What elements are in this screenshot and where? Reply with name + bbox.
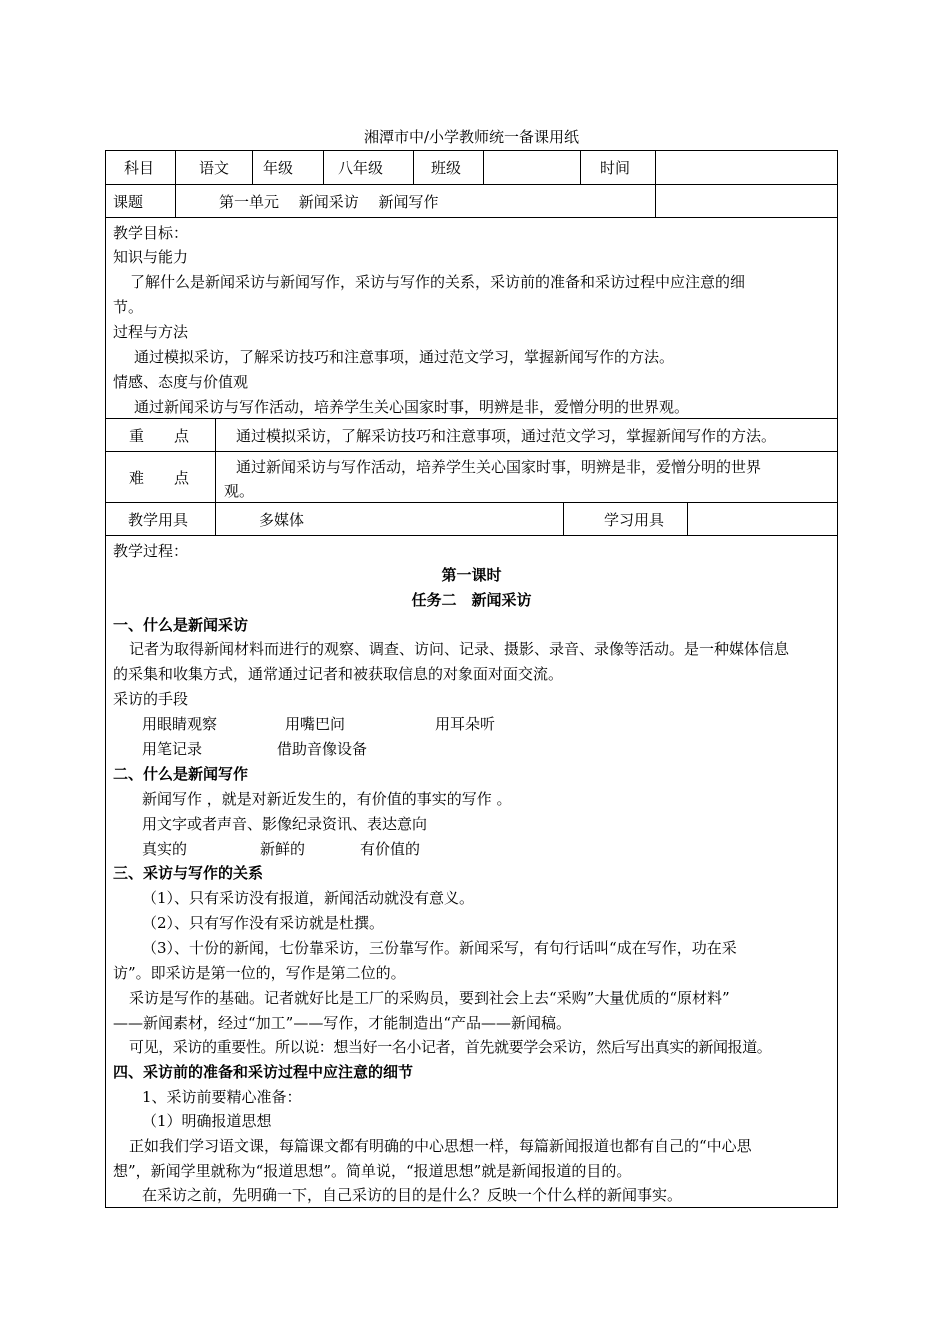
section-4-text-1: 正如我们学习语文课，每篇课文都有明确的中心思想一样，每篇新闻报道也都有自己的“中心思 xyxy=(129,1137,752,1155)
section-3-text-1: 采访是写作的基础。记者就好比是工厂的采购员，要到社会上去“采购”大量优质的“原材料” xyxy=(129,989,730,1007)
lesson-title: 第一课时 xyxy=(441,566,502,584)
section-4-sub-1: 1、采访前要精心准备： xyxy=(142,1088,302,1106)
time-label: 时间 xyxy=(600,159,631,177)
task-title: 任务二 新闻采访 xyxy=(411,591,532,609)
key-points-text: 通过模拟采访，了解采访技巧和注意事项，通过范文学习，掌握新闻写作的方法。 xyxy=(236,427,777,445)
grade-value: 八年级 xyxy=(338,159,384,177)
section-2-word: 新鲜的 xyxy=(260,840,306,858)
process-text: 通过模拟采访，了解采访技巧和注意事项，通过范文学习，掌握新闻写作的方法。 xyxy=(134,348,675,366)
knowledge-text-1: 了解什么是新闻采访与新闻写作，采访与写作的关系，采访前的准备和采访过程中应注意的细 xyxy=(130,273,746,291)
section-2-word: 有价值的 xyxy=(360,840,421,858)
page-title: 湘潭市中/小学教师统一备课用纸 xyxy=(363,128,580,146)
section-3-item-1: （1）、只有采访没有报道，新闻活动就没有意义。 xyxy=(142,889,475,907)
difficulties-text-1: 通过新闻采访与写作活动，培养学生关心国家时事，明辨是非，爱憎分明的世界 xyxy=(236,458,762,476)
class-value-cell xyxy=(483,150,581,185)
section-3-text-2: ——新闻素材，经过“加工”——写作，才能制造出“产品——新闻稿。 xyxy=(113,1014,572,1032)
section-1-text-2: 的采集和收集方式，通常通过记者和被获取信息的对象面对面交流。 xyxy=(113,665,564,683)
emotion-text: 通过新闻采访与写作活动，培养学生关心国家时事，明辨是非，爱憎分明的世界观。 xyxy=(134,398,690,416)
interview-means-item: 用耳朵听 xyxy=(435,715,496,733)
time-value-cell xyxy=(655,150,838,185)
section-2-text-1: 新闻写作 ，就是对新近发生的，有价值的事实的写作 。 xyxy=(142,790,512,808)
emotion-heading: 情感、态度与价值观 xyxy=(113,373,249,391)
interview-means-item: 用笔记录 xyxy=(142,740,203,758)
section-1-text-1: 记者为取得新闻材料而进行的观察、调查、访问、记录、摄影、录音、录像等活动。是一种媒体信息 xyxy=(129,640,790,658)
teaching-tools-label: 教学用具 xyxy=(128,511,189,529)
subject-label: 科目 xyxy=(124,159,155,177)
interview-means-item: 借助音像设备 xyxy=(277,740,368,758)
subject-value: 语文 xyxy=(199,159,230,177)
section-1-heading: 一、什么是新闻采访 xyxy=(113,616,249,634)
teaching-tools-value: 多媒体 xyxy=(259,511,305,529)
section-3-text-3: 可见，采访的重要性。所以说：想当好一名小记者，首先就要学会采访，然后写出真实的新闻报道。 xyxy=(129,1038,772,1056)
section-4-text-2: 想”，新闻学里就称为“报道思想”。简单说，“报道思想”就是新闻报道的目的。 xyxy=(113,1162,632,1180)
learning-tools-label: 学习用具 xyxy=(604,511,665,529)
topic-extra-cell xyxy=(655,184,838,218)
key-points-label: 重 点 xyxy=(129,427,190,445)
topic-value: 第一单元 新闻采访 新闻写作 xyxy=(219,193,439,211)
section-3-heading: 三、采访与写作的关系 xyxy=(113,864,264,882)
section-4-text-3: 在采访之前，先明确一下，自己采访的目的是什么？反映一个什么样的新闻事实。 xyxy=(142,1186,683,1204)
section-3-item-2: （2）、只有写作没有采访就是杜撰。 xyxy=(142,914,385,932)
topic-label: 课题 xyxy=(113,193,144,211)
interview-means-heading: 采访的手段 xyxy=(113,690,189,708)
process-heading: 过程与方法 xyxy=(113,323,189,341)
interview-means-item: 用嘴巴问 xyxy=(285,715,346,733)
grade-label: 年级 xyxy=(263,159,294,177)
section-3-item-3a: （3）、十份的新闻，七份靠采访，三份靠写作。新闻采写，有句行话叫“成在写作，功在采 xyxy=(142,939,737,957)
section-2-heading: 二、什么是新闻写作 xyxy=(113,765,249,783)
section-4-sub-2: （1）明确报道思想 xyxy=(142,1112,272,1130)
section-4-heading: 四、采访前的准备和采访过程中应注意的细节 xyxy=(113,1063,414,1081)
class-label: 班级 xyxy=(431,159,462,177)
knowledge-text-2: 节。 xyxy=(113,298,144,316)
interview-means-item: 用眼睛观察 xyxy=(142,715,218,733)
section-2-word: 真实的 xyxy=(142,840,188,858)
knowledge-heading: 知识与能力 xyxy=(113,248,189,266)
process-heading-main: 教学过程： xyxy=(113,542,189,560)
learning-tools-value-cell xyxy=(687,502,838,536)
section-2-text-2: 用文字或者声音、影像纪录资讯、表达意向 xyxy=(142,815,428,833)
section-3-item-3b: 访”。即采访是第一位的，写作是第二位的。 xyxy=(113,964,406,982)
objectives-heading: 教学目标： xyxy=(113,224,189,242)
difficulties-label: 难 点 xyxy=(129,469,190,487)
difficulties-text-2: 观。 xyxy=(224,482,255,500)
